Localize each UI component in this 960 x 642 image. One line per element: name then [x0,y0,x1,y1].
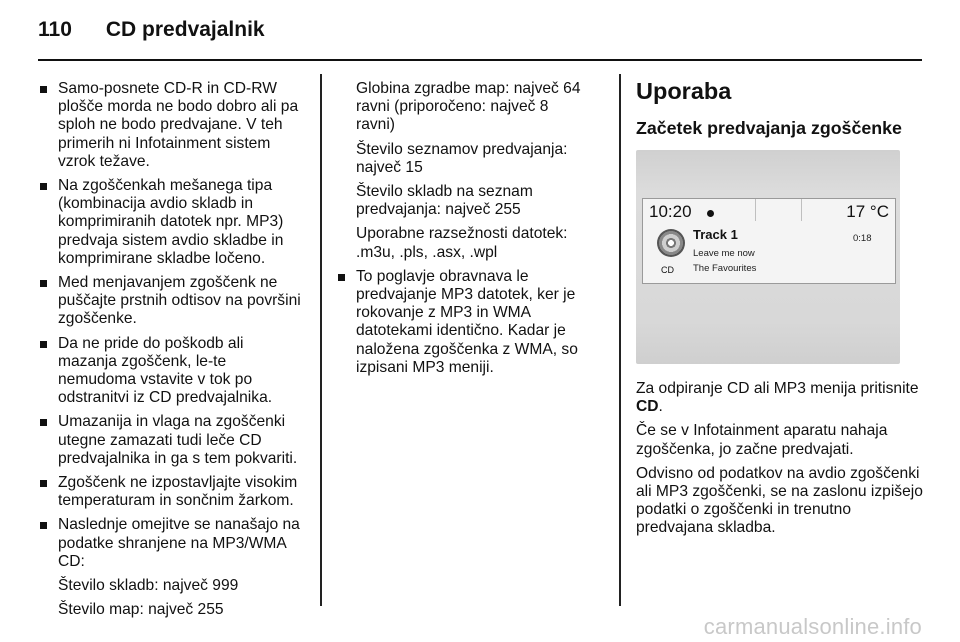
status-dot-icon [707,210,714,217]
limit-folder-depth: Globina zgradbe map: največ 64 ravni (priporočeno: največ 8 ravni) [356,80,581,134]
list-item: Zgoščenk ne izpostavljajte visokim temperaturam in sončnim žarkom. [38,474,306,510]
page-header [38,18,265,48]
header-rule [38,59,922,61]
clock: 10:20 [649,202,692,221]
display-divider [801,199,802,221]
list-item: Na zgoščenkah mešanega tipa (kombinacija avdio skladb in komprimiranih datotek npr. MP3) predvaja sistem avdio skladbe in komprimirane skladbe ločeno. [38,177,306,268]
instruction-punct: . [658,398,663,416]
list-item: To poglavje obravnava le predvajanje MP3 datotek, ker je rokovanje z MP3 in WMA datotekami identično. Kadar je naložena zgoščenka z WMA, so izpisani MP3 meniji. [336,268,588,377]
limit-playlist-tracks: Število skladb na seznam predvajanja: največ 255 [356,183,533,219]
notes-list [38,80,306,571]
column-divider-1 [320,74,322,606]
instruction-display-info: Odvisno od podatkov na avdio zgoščenki ali MP3 zgoščenki, se na zaslonu izpišejo podatki o zgoščenki in trenutno predvajana skladba. [636,464,923,537]
column-middle [336,80,588,383]
section-heading: Uporaba [636,78,732,104]
track-album: The Favourites [693,263,757,274]
cd-disc-icon [657,229,685,257]
infotainment-screen-illustration [636,150,900,364]
page-title: CD predvajalnik [105,18,265,41]
list-item: Umazanija in vlaga na zgoščenki utegne zamazati tudi leče CD predvajalnika in ga s tem pokvariti. [38,413,306,468]
playlist-extensions: Uporabne razsežnosti datotek: .m3u, .pls, .asx, .wpl [356,225,568,261]
elapsed-time: 0:18 [853,233,872,244]
mp3-note-list [336,268,588,377]
list-item: Samo-posnete CD-R in CD-RW plošče morda ne bodo dobro ali pa sploh ne bodo predvajane. V teh primerih ni Infotainment sistem vzrok težave. [38,80,306,171]
display-divider [755,199,756,221]
track-artist: Leave me now [693,248,755,259]
list-item: Da ne pride do poškodb ali mazanja zgoščenk, le-te nemudoma vstavite v tok po odstranitvi iz CD predvajalnika. [38,335,306,408]
list-item: Naslednje omejitve se nanašajo na podatke shranjene na MP3/WMA CD: [38,516,306,571]
limit-tracks: Število skladb: največ 999 [58,577,239,595]
instruction-text: Za odpiranje CD ali MP3 menija pritisnite [636,380,919,397]
cd-button-label: CD [636,398,659,416]
subsection-heading: Začetek predvajanja zgoščenke [636,118,902,138]
limit-playlists: Število seznamov predvajanja: največ 15 [356,140,568,176]
track-title: Track 1 [693,227,738,242]
temperature: 17 °C [846,202,889,221]
page-number: 110 [38,18,72,41]
limit-folders: Število map: največ 255 [58,601,224,619]
source-label: CD [661,265,674,275]
instruction-autoplay: Če se v Infotainment aparatu nahaja zgoščenka, jo začne predvajati. [636,422,888,458]
column-left [38,80,306,625]
column-divider-2 [619,74,621,606]
list-item: Med menjavanjem zgoščenk ne puščajte prstnih odtisov na površini zgoščenke. [38,274,306,329]
cd-display [642,198,896,284]
watermark: carmanualsonline.info [703,614,922,639]
column-right [636,78,924,544]
instruction-open-menu [636,380,924,416]
